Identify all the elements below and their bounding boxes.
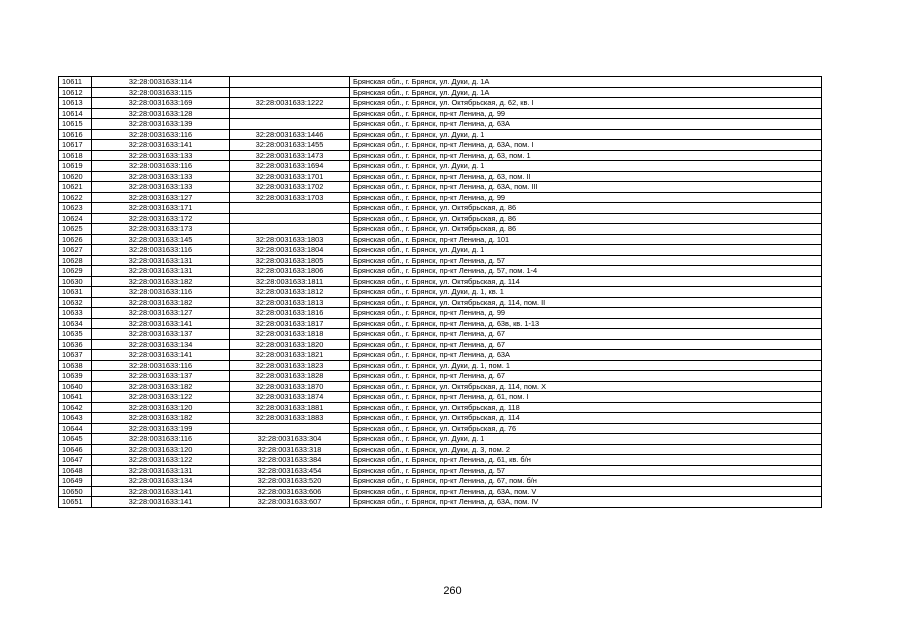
table-row [59,297,822,308]
parcel-cadastral-number-cell: 32:28:0031633:169 [92,98,230,109]
object-cadastral-number-cell [230,108,350,119]
address-cell: Брянская обл., г. Брянск, ул. Октябрьская, д. 76 [350,423,822,434]
object-cadastral-number-cell: 32:28:0031633:1812 [230,287,350,298]
table-row [59,371,822,382]
address-cell: Брянская обл., г. Брянск, ул. Дуки, д. 1А [350,87,822,98]
parcel-cadastral-number-cell: 32:28:0031633:173 [92,224,230,235]
address-cell: Брянская обл., г. Брянск, пр-кт Ленина, д. 57 [350,465,822,476]
table-row [59,497,822,508]
table-row [59,182,822,193]
object-cadastral-number-cell: 32:28:0031633:607 [230,497,350,508]
parcel-cadastral-number-cell: 32:28:0031633:199 [92,423,230,434]
row-number-cell: 10634 [59,318,92,329]
row-number-cell: 10633 [59,308,92,319]
row-number-cell: 10651 [59,497,92,508]
row-number-cell: 10614 [59,108,92,119]
table-row [59,161,822,172]
parcel-cadastral-number-cell: 32:28:0031633:116 [92,245,230,256]
parcel-cadastral-number-cell: 32:28:0031633:122 [92,392,230,403]
address-cell: Брянская обл., г. Брянск, ул. Октябрьская, д. 114, пом. X [350,381,822,392]
address-cell: Брянская обл., г. Брянск, ул. Октябрьская, д. 114 [350,276,822,287]
parcel-cadastral-number-cell: 32:28:0031633:172 [92,213,230,224]
object-cadastral-number-cell: 32:28:0031633:1694 [230,161,350,172]
address-cell: Брянская обл., г. Брянск, ул. Октябрьская, д. 86 [350,213,822,224]
records-table [58,76,822,508]
table-row [59,360,822,371]
table-row [59,339,822,350]
object-cadastral-number-cell: 32:28:0031633:1803 [230,234,350,245]
address-cell: Брянская обл., г. Брянск, пр-кт Ленина, д. 67 [350,329,822,340]
object-cadastral-number-cell: 32:28:0031633:1813 [230,297,350,308]
address-cell: Брянская обл., г. Брянск, пр-кт Ленина, д. 63А [350,119,822,130]
address-cell: Брянская обл., г. Брянск, пр-кт Ленина, д. 63А [350,350,822,361]
row-number-cell: 10623 [59,203,92,214]
table-row [59,465,822,476]
parcel-cadastral-number-cell: 32:28:0031633:141 [92,350,230,361]
parcel-cadastral-number-cell: 32:28:0031633:127 [92,192,230,203]
table-row [59,150,822,161]
row-number-cell: 10627 [59,245,92,256]
parcel-cadastral-number-cell: 32:28:0031633:133 [92,150,230,161]
address-cell: Брянская обл., г. Брянск, пр-кт Ленина, д. 63А, пом. V [350,486,822,497]
table-row [59,318,822,329]
parcel-cadastral-number-cell: 32:28:0031633:131 [92,255,230,266]
parcel-cadastral-number-cell: 32:28:0031633:116 [92,434,230,445]
table-row [59,171,822,182]
parcel-cadastral-number-cell: 32:28:0031633:133 [92,171,230,182]
row-number-cell: 10630 [59,276,92,287]
row-number-cell: 10631 [59,287,92,298]
object-cadastral-number-cell: 32:28:0031633:1874 [230,392,350,403]
row-number-cell: 10618 [59,150,92,161]
object-cadastral-number-cell: 32:28:0031633:1828 [230,371,350,382]
row-number-cell: 10632 [59,297,92,308]
table-row [59,245,822,256]
row-number-cell: 10643 [59,413,92,424]
object-cadastral-number-cell: 32:28:0031633:1811 [230,276,350,287]
row-number-cell: 10629 [59,266,92,277]
parcel-cadastral-number-cell: 32:28:0031633:133 [92,182,230,193]
table-row [59,455,822,466]
address-cell: Брянская обл., г. Брянск, пр-кт Ленина, д. 63А, пом. I [350,140,822,151]
address-cell: Брянская обл., г. Брянск, ул. Октябрьская, д. 86 [350,203,822,214]
address-cell: Брянская обл., г. Брянск, пр-кт Ленина, д. 63А, пом. IV [350,497,822,508]
row-number-cell: 10646 [59,444,92,455]
object-cadastral-number-cell [230,224,350,235]
table-row [59,423,822,434]
table-row [59,276,822,287]
address-cell: Брянская обл., г. Брянск, пр-кт Ленина, д. 99 [350,192,822,203]
parcel-cadastral-number-cell: 32:28:0031633:120 [92,444,230,455]
parcel-cadastral-number-cell: 32:28:0031633:128 [92,108,230,119]
table-row [59,266,822,277]
table-row [59,444,822,455]
parcel-cadastral-number-cell: 32:28:0031633:137 [92,329,230,340]
address-cell: Брянская обл., г. Брянск, ул. Дуки, д. 3, пом. 2 [350,444,822,455]
row-number-cell: 10626 [59,234,92,245]
address-cell: Брянская обл., г. Брянск, ул. Дуки, д. 1 [350,434,822,445]
row-number-cell: 10645 [59,434,92,445]
parcel-cadastral-number-cell: 32:28:0031633:114 [92,77,230,88]
row-number-cell: 10612 [59,87,92,98]
object-cadastral-number-cell: 32:28:0031633:1446 [230,129,350,140]
table-row [59,192,822,203]
object-cadastral-number-cell [230,213,350,224]
parcel-cadastral-number-cell: 32:28:0031633:141 [92,318,230,329]
object-cadastral-number-cell: 32:28:0031633:1455 [230,140,350,151]
parcel-cadastral-number-cell: 32:28:0031633:145 [92,234,230,245]
row-number-cell: 10622 [59,192,92,203]
row-number-cell: 10619 [59,161,92,172]
address-cell: Брянская обл., г. Брянск, пр-кт Ленина, д. 63, пом. 1 [350,150,822,161]
address-cell: Брянская обл., г. Брянск, пр-кт Ленина, д. 63А, пом. III [350,182,822,193]
row-number-cell: 10624 [59,213,92,224]
object-cadastral-number-cell: 32:28:0031633:1818 [230,329,350,340]
parcel-cadastral-number-cell: 32:28:0031633:141 [92,497,230,508]
address-cell: Брянская обл., г. Брянск, пр-кт Ленина, д. 67 [350,371,822,382]
parcel-cadastral-number-cell: 32:28:0031633:122 [92,455,230,466]
table-row [59,392,822,403]
row-number-cell: 10625 [59,224,92,235]
row-number-cell: 10621 [59,182,92,193]
table-row [59,140,822,151]
row-number-cell: 10628 [59,255,92,266]
address-cell: Брянская обл., г. Брянск, ул. Дуки, д. 1, пом. 1 [350,360,822,371]
row-number-cell: 10639 [59,371,92,382]
object-cadastral-number-cell [230,77,350,88]
object-cadastral-number-cell: 32:28:0031633:1820 [230,339,350,350]
parcel-cadastral-number-cell: 32:28:0031633:131 [92,266,230,277]
address-cell: Брянская обл., г. Брянск, ул. Октябрьская, д. 118 [350,402,822,413]
row-number-cell: 10638 [59,360,92,371]
object-cadastral-number-cell: 32:28:0031633:1804 [230,245,350,256]
object-cadastral-number-cell: 32:28:0031633:1870 [230,381,350,392]
parcel-cadastral-number-cell: 32:28:0031633:116 [92,360,230,371]
row-number-cell: 10611 [59,77,92,88]
object-cadastral-number-cell [230,203,350,214]
address-cell: Брянская обл., г. Брянск, ул. Дуки, д. 1, кв. 1 [350,287,822,298]
row-number-cell: 10635 [59,329,92,340]
object-cadastral-number-cell: 32:28:0031633:1823 [230,360,350,371]
row-number-cell: 10640 [59,381,92,392]
table-row [59,434,822,445]
row-number-cell: 10648 [59,465,92,476]
object-cadastral-number-cell: 32:28:0031633:318 [230,444,350,455]
parcel-cadastral-number-cell: 32:28:0031633:116 [92,287,230,298]
table-row [59,224,822,235]
object-cadastral-number-cell: 32:28:0031633:384 [230,455,350,466]
parcel-cadastral-number-cell: 32:28:0031633:182 [92,413,230,424]
address-cell: Брянская обл., г. Брянск, пр-кт Ленина, д. 101 [350,234,822,245]
table-row [59,255,822,266]
object-cadastral-number-cell: 32:28:0031633:1817 [230,318,350,329]
row-number-cell: 10649 [59,476,92,487]
address-cell: Брянская обл., г. Брянск, пр-кт Ленина, д. 99 [350,108,822,119]
table-row [59,476,822,487]
object-cadastral-number-cell: 32:28:0031633:1881 [230,402,350,413]
address-cell: Брянская обл., г. Брянск, пр-кт Ленина, д. 63в, кв. 1-13 [350,318,822,329]
table-row [59,87,822,98]
table-row [59,203,822,214]
address-cell: Брянская обл., г. Брянск, пр-кт Ленина, д. 63, пом. II [350,171,822,182]
parcel-cadastral-number-cell: 32:28:0031633:182 [92,381,230,392]
row-number-cell: 10647 [59,455,92,466]
table-row [59,402,822,413]
address-cell: Брянская обл., г. Брянск, пр-кт Ленина, д. 57 [350,255,822,266]
object-cadastral-number-cell: 32:28:0031633:1473 [230,150,350,161]
object-cadastral-number-cell: 32:28:0031633:1703 [230,192,350,203]
table-row [59,413,822,424]
records-table-body [59,77,822,508]
row-number-cell: 10650 [59,486,92,497]
object-cadastral-number-cell [230,87,350,98]
object-cadastral-number-cell: 32:28:0031633:1222 [230,98,350,109]
row-number-cell: 10641 [59,392,92,403]
address-cell: Брянская обл., г. Брянск, ул. Дуки, д. 1 [350,161,822,172]
row-number-cell: 10615 [59,119,92,130]
object-cadastral-number-cell: 32:28:0031633:606 [230,486,350,497]
table-row [59,129,822,140]
object-cadastral-number-cell: 32:28:0031633:1821 [230,350,350,361]
table-row [59,98,822,109]
row-number-cell: 10644 [59,423,92,434]
address-cell: Брянская обл., г. Брянск, пр-кт Ленина, д. 57, пом. 1-4 [350,266,822,277]
parcel-cadastral-number-cell: 32:28:0031633:116 [92,161,230,172]
table-row [59,213,822,224]
row-number-cell: 10620 [59,171,92,182]
object-cadastral-number-cell [230,119,350,130]
table-row [59,287,822,298]
parcel-cadastral-number-cell: 32:28:0031633:116 [92,129,230,140]
row-number-cell: 10636 [59,339,92,350]
address-cell: Брянская обл., г. Брянск, пр-кт Ленина, д. 67 [350,339,822,350]
address-cell: Брянская обл., г. Брянск, ул. Октябрьская, д. 114 [350,413,822,424]
table-row [59,350,822,361]
address-cell: Брянская обл., г. Брянск, пр-кт Ленина, д. 61, кв. б/н [350,455,822,466]
parcel-cadastral-number-cell: 32:28:0031633:134 [92,339,230,350]
object-cadastral-number-cell: 32:28:0031633:1883 [230,413,350,424]
table-row [59,77,822,88]
object-cadastral-number-cell [230,423,350,434]
parcel-cadastral-number-cell: 32:28:0031633:131 [92,465,230,476]
parcel-cadastral-number-cell: 32:28:0031633:134 [92,476,230,487]
table-row [59,486,822,497]
address-cell: Брянская обл., г. Брянск, пр-кт Ленина, д. 61, пом. I [350,392,822,403]
page-number: 260 [443,585,462,597]
table-row [59,119,822,130]
address-cell: Брянская обл., г. Брянск, пр-кт Ленина, д. 67, пом. б/н [350,476,822,487]
parcel-cadastral-number-cell: 32:28:0031633:141 [92,486,230,497]
address-cell: Брянская обл., г. Брянск, ул. Дуки, д. 1 [350,129,822,140]
row-number-cell: 10616 [59,129,92,140]
address-cell: Брянская обл., г. Брянск, ул. Дуки, д. 1А [350,77,822,88]
object-cadastral-number-cell: 32:28:0031633:1701 [230,171,350,182]
parcel-cadastral-number-cell: 32:28:0031633:137 [92,371,230,382]
address-cell: Брянская обл., г. Брянск, ул. Октябрьская, д. 86 [350,224,822,235]
row-number-cell: 10617 [59,140,92,151]
table-row [59,329,822,340]
address-cell: Брянская обл., г. Брянск, пр-кт Ленина, д. 99 [350,308,822,319]
object-cadastral-number-cell: 32:28:0031633:1806 [230,266,350,277]
parcel-cadastral-number-cell: 32:28:0031633:141 [92,140,230,151]
object-cadastral-number-cell: 32:28:0031633:1805 [230,255,350,266]
parcel-cadastral-number-cell: 32:28:0031633:182 [92,276,230,287]
address-cell: Брянская обл., г. Брянск, ул. Октябрьская, д. 62, кв. I [350,98,822,109]
object-cadastral-number-cell: 32:28:0031633:1816 [230,308,350,319]
object-cadastral-number-cell: 32:28:0031633:454 [230,465,350,476]
table-row [59,308,822,319]
parcel-cadastral-number-cell: 32:28:0031633:120 [92,402,230,413]
address-cell: Брянская обл., г. Брянск, ул. Дуки, д. 1 [350,245,822,256]
row-number-cell: 10642 [59,402,92,413]
table-row [59,108,822,119]
object-cadastral-number-cell: 32:28:0031633:304 [230,434,350,445]
object-cadastral-number-cell: 32:28:0031633:520 [230,476,350,487]
table-row [59,234,822,245]
row-number-cell: 10637 [59,350,92,361]
address-cell: Брянская обл., г. Брянск, ул. Октябрьская, д. 114, пом. II [350,297,822,308]
object-cadastral-number-cell: 32:28:0031633:1702 [230,182,350,193]
table-row [59,381,822,392]
parcel-cadastral-number-cell: 32:28:0031633:171 [92,203,230,214]
parcel-cadastral-number-cell: 32:28:0031633:127 [92,308,230,319]
parcel-cadastral-number-cell: 32:28:0031633:182 [92,297,230,308]
parcel-cadastral-number-cell: 32:28:0031633:139 [92,119,230,130]
parcel-cadastral-number-cell: 32:28:0031633:115 [92,87,230,98]
row-number-cell: 10613 [59,98,92,109]
